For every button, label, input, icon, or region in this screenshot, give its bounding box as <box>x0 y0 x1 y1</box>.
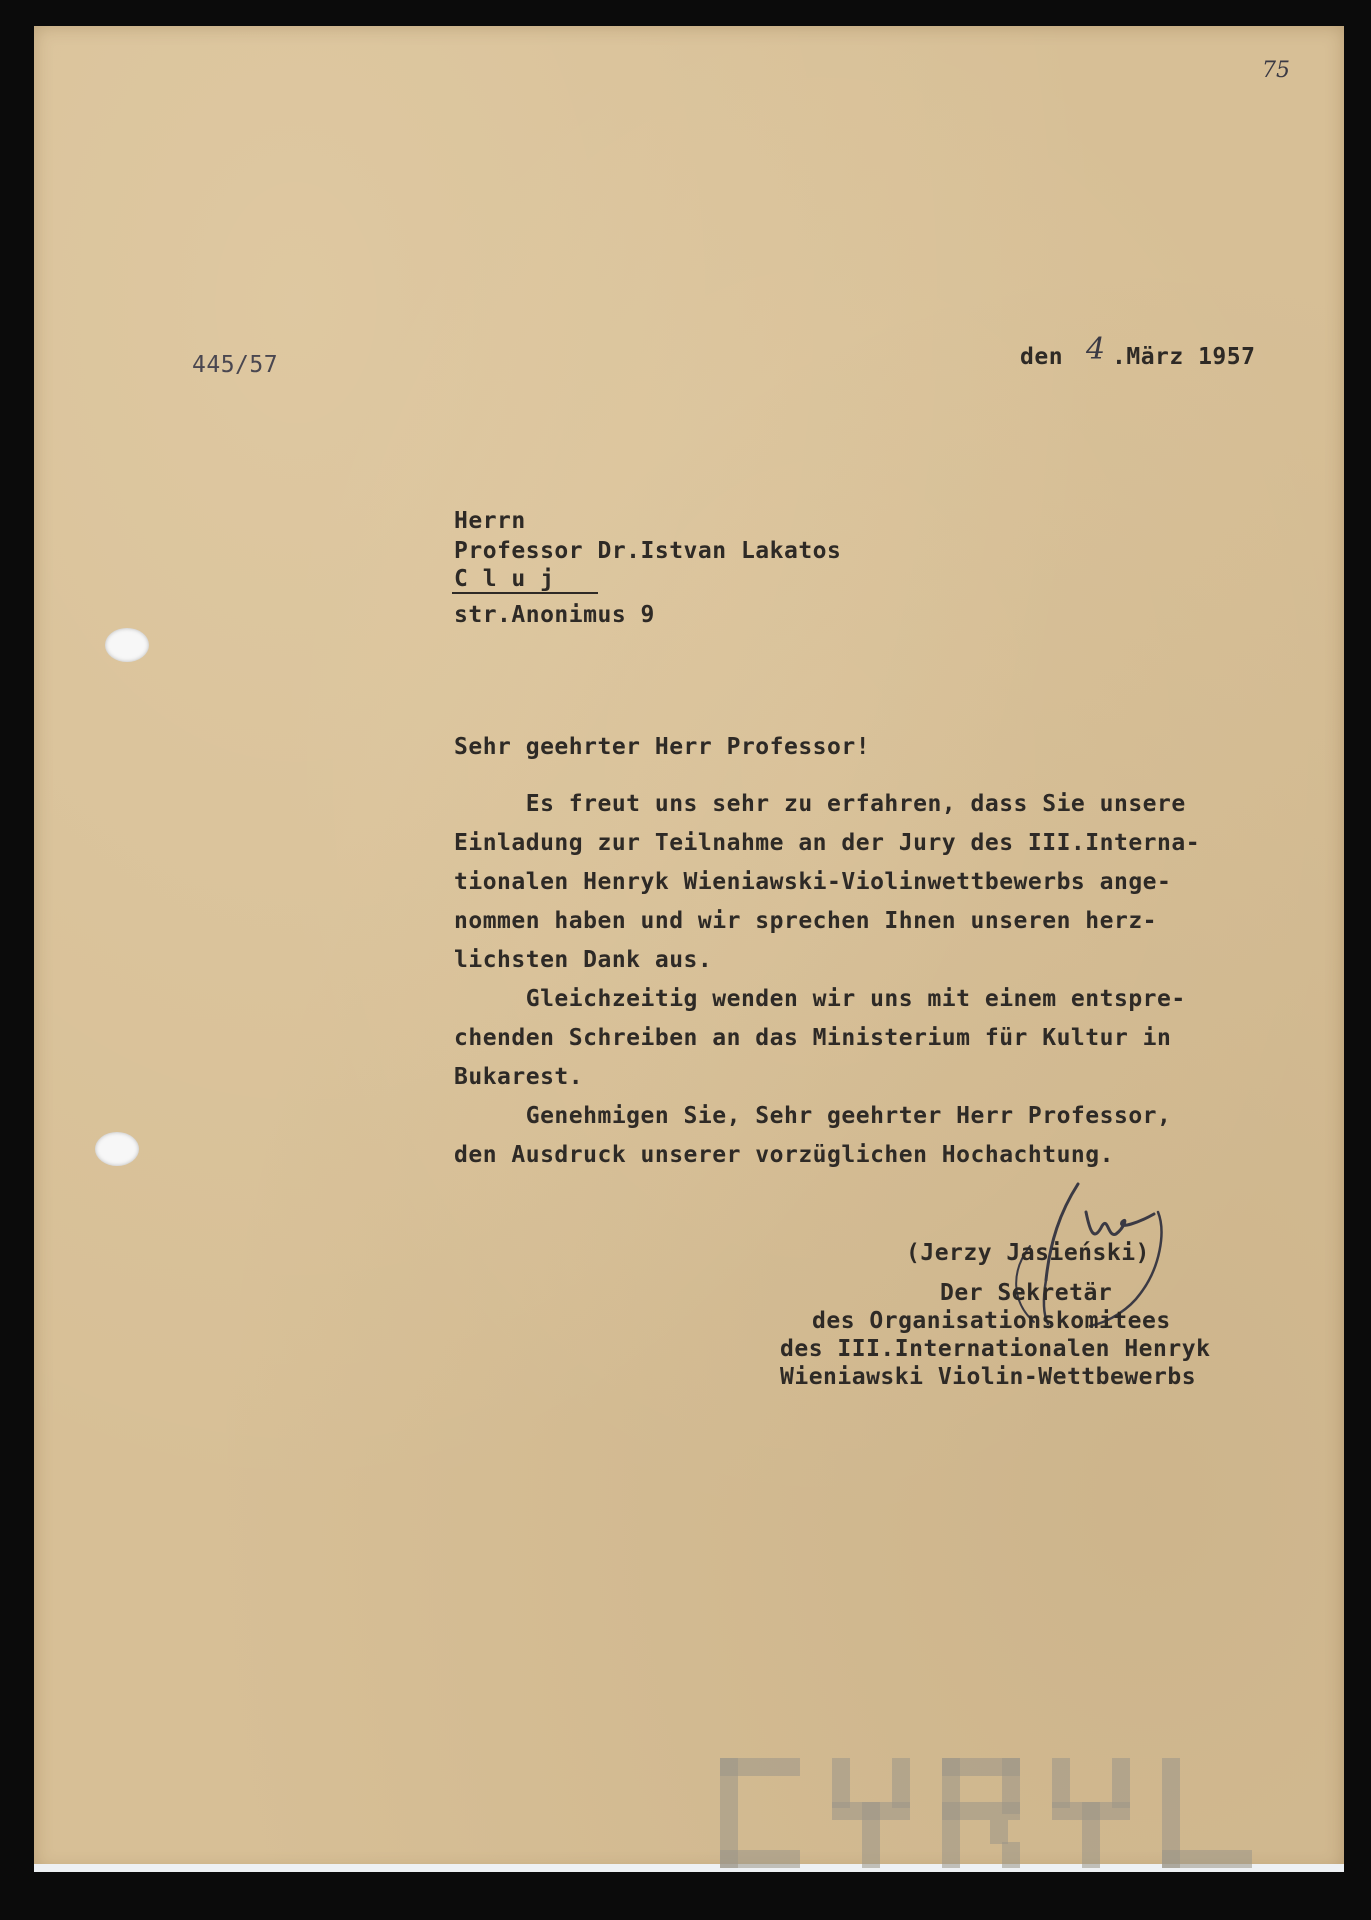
cyryl-watermark-logo <box>720 1758 1280 1868</box>
recipient-city: C l u j <box>454 566 555 592</box>
body-line: tionalen Henryk Wieniawski-Violinwettbewerbs ange- <box>454 869 1172 895</box>
date-prefix: den <box>1020 344 1064 370</box>
signatory-title: Der Sekretär <box>940 1280 1113 1306</box>
recipient-name: Professor Dr.Istvan Lakatos <box>454 538 842 564</box>
signatory-title: des Organisationskomitees <box>812 1308 1171 1334</box>
punch-hole-top <box>105 628 149 662</box>
letter-salutation: Sehr geehrter Herr Professor! <box>454 734 871 760</box>
signatory-title: Wieniawski Violin-Wettbewerbs <box>780 1364 1197 1390</box>
body-line: den Ausdruck unserer vorzüglichen Hochachtung. <box>454 1142 1114 1168</box>
city-underline <box>452 592 598 594</box>
signatory-name: (Jerzy Jasieński) <box>906 1240 1150 1266</box>
body-line: Bukarest. <box>454 1064 584 1090</box>
body-line: Einladung zur Teilnahme an der Jury des III.Interna- <box>454 830 1201 856</box>
page-number: 75 <box>1262 58 1290 83</box>
recipient-salutation-line: Herrn <box>454 508 526 534</box>
signatory-title: des III.Internationalen Henryk <box>780 1336 1211 1362</box>
body-line: Genehmigen Sie, Sehr geehrter Herr Professor, <box>454 1103 1172 1129</box>
reference-number: 445/57 <box>192 352 279 378</box>
body-line: Gleichzeitig wenden wir uns mit einem entspre- <box>454 986 1186 1012</box>
recipient-street: str.Anonimus 9 <box>454 602 655 628</box>
body-line: nommen haben und wir sprechen Ihnen unseren herz- <box>454 908 1158 934</box>
body-line: lichsten Dank aus. <box>454 947 713 973</box>
date-month-year: .März 1957 <box>1112 344 1256 370</box>
date-day: 4 <box>1086 332 1106 367</box>
body-line: Es freut uns sehr zu erfahren, dass Sie unsere <box>454 791 1186 817</box>
body-line: chenden Schreiben an das Ministerium für Kultur in <box>454 1025 1172 1051</box>
punch-hole-bottom <box>95 1132 139 1166</box>
